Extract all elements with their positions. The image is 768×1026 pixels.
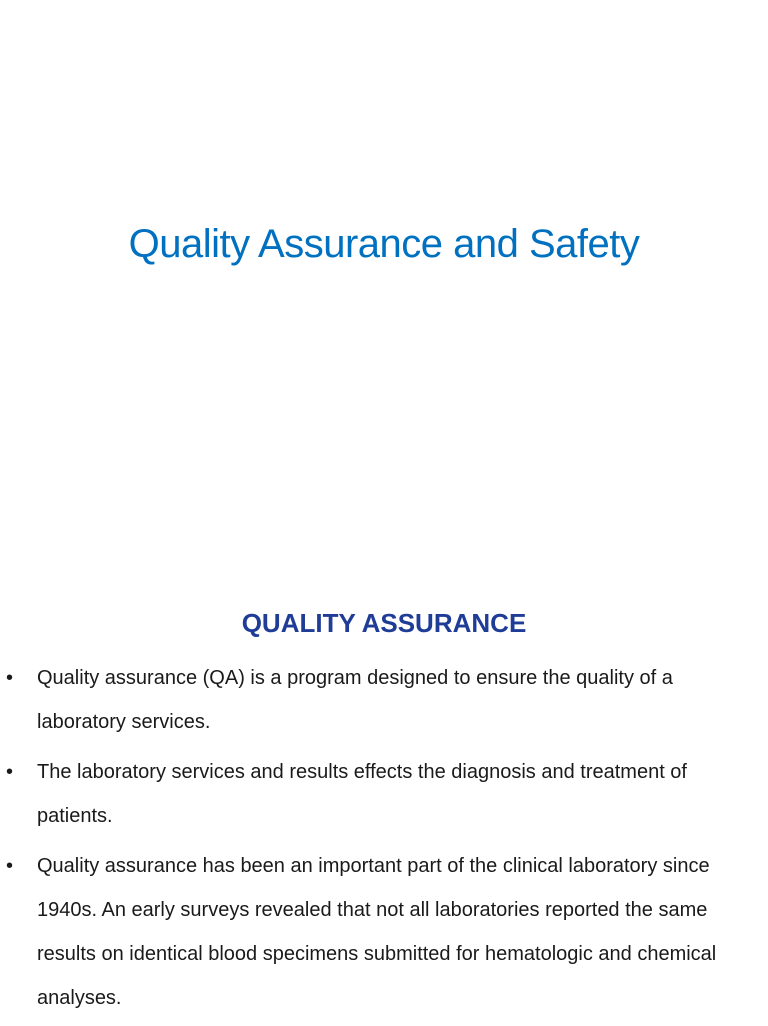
- bullet-icon: •: [6, 855, 14, 877]
- bullet-list: [0, 656, 768, 1026]
- bullet-item: [0, 844, 768, 1020]
- bullet-text: The laboratory services and results effects the diagnosis and treatment of patients.: [37, 761, 687, 827]
- bullet-icon: •: [6, 667, 14, 689]
- section-heading: QUALITY ASSURANCE: [241, 608, 527, 638]
- bullet-text: Quality assurance has been an important part of the clinical laboratory since 1940s. An early surveys revealed that not all laboratories reported the same results on identical blood specimens submitted for hematologic and chemical analyses.: [37, 855, 717, 1009]
- bullet-item: [0, 656, 768, 744]
- presentation-title: Quality Assurance and Safety: [128, 222, 640, 266]
- bullet-icon: •: [6, 761, 14, 783]
- content-slide: [0, 576, 768, 1024]
- bullet-text: Quality assurance (QA) is a program designed to ensure the quality of a laboratory services.: [37, 667, 673, 733]
- bullet-item: [0, 750, 768, 838]
